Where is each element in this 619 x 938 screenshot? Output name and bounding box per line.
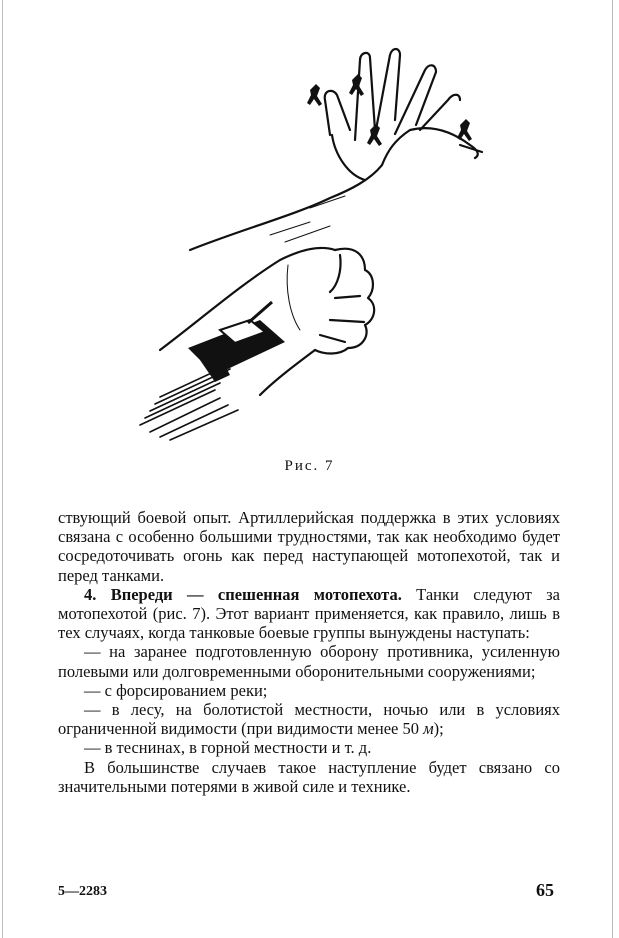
list-item: — с форсированием реки; xyxy=(84,680,268,700)
paragraph-body: Танки следуют за мотопехотой (рис. 7). Этот вариант применяется, как правило, лишь в тех случаях, когда танковые боевые группы вынуждены наступать: xyxy=(58,584,560,643)
signature-mark: 5—2283 xyxy=(58,884,107,899)
list-item-text: — в лесу, на болотистой местности, ночью или в условиях ограниченной видимости (при видимости менее 50 xyxy=(58,700,560,739)
figure-illustration xyxy=(120,30,510,450)
paragraph-heading: 4. Впереди — спешенная мотопехота. xyxy=(84,584,402,604)
list-item xyxy=(58,700,560,738)
figure-caption: Рис. 7 xyxy=(284,458,335,474)
paragraph-variant-4 xyxy=(58,585,560,643)
body-text xyxy=(58,508,560,796)
paragraph-continuation: ствующий боевой опыт. Артиллерийская поддержка в этих условиях связана с особенно большими трудностями, так как необходимо будет сосредоточивать огонь как перед наступающей мотопехотой, так и перед танками. xyxy=(58,508,560,585)
list-item-text-end: ); xyxy=(433,719,444,739)
page-number: 65 xyxy=(536,880,554,900)
list-item: — в теснинах, в горной местности и т. д. xyxy=(84,738,372,758)
list-item: — на заранее подготовленную оборону противника, усиленную полевыми или долговременными оборонительными сооружениями; xyxy=(58,642,560,681)
unit-label: м xyxy=(423,719,434,739)
paragraph-conclusion: В большинстве случаев такое наступление будет связано со значительными потерями в живой силе и технике. xyxy=(58,757,560,796)
